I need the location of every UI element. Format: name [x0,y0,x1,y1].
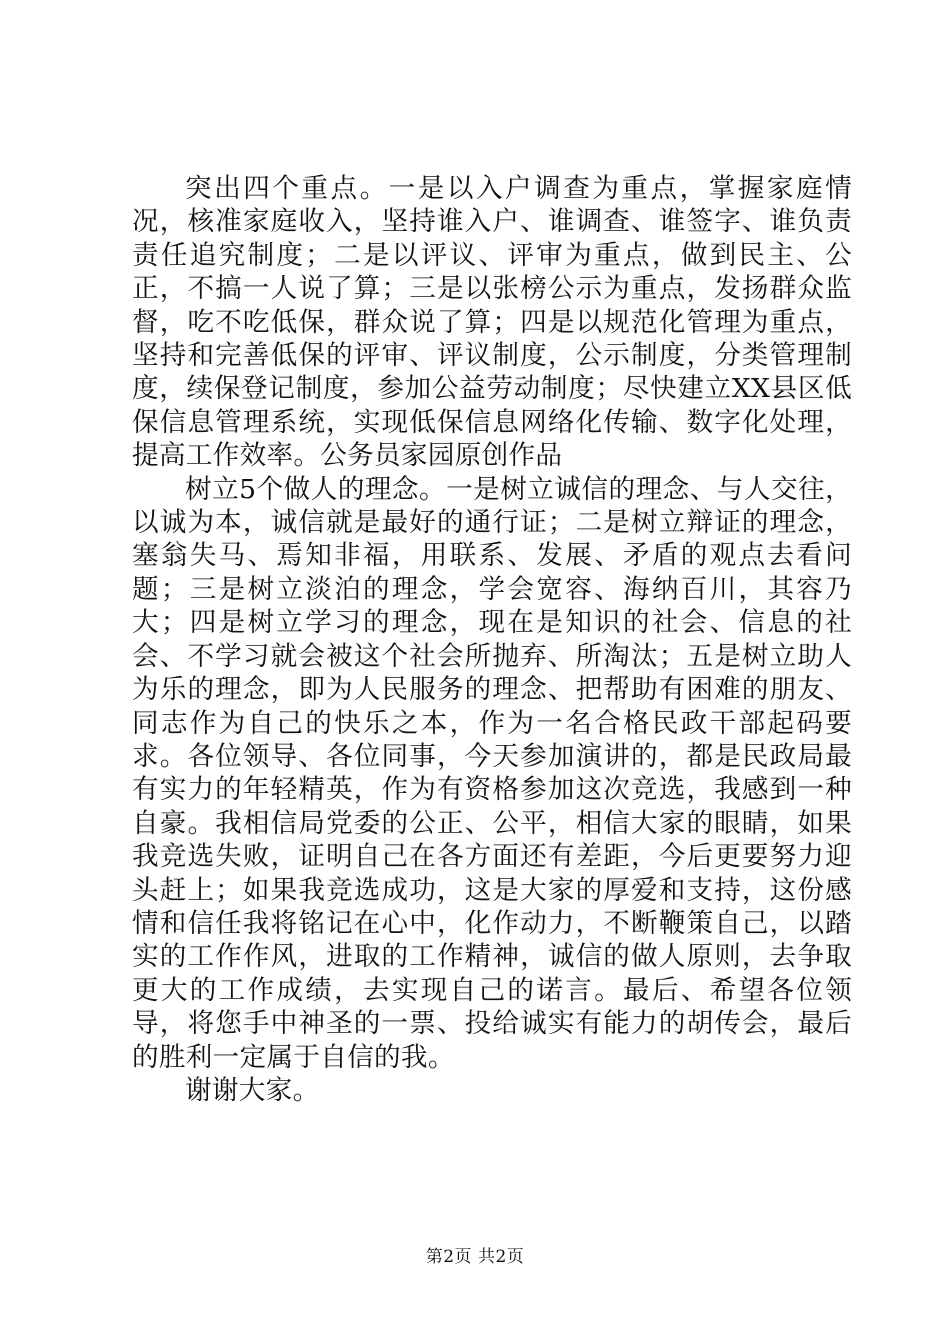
paragraph-life-principles: 树立5个做人的理念。一是树立诚信的理念、与人交往，以诚为本，诚信就是最好的通行证；二是树立辩证的理念，塞翁失马、焉知非福，用联系、发展、矛盾的观点去看问题；三是树立淡泊的理念，学会宽容、海纳百川，其容乃大；四是树立学习的理念，现在是知识的社会、信息的社会、不学习就会被这个社会所抛弃、所淘汰；五是树立助人为乐的理念，即为人民服务的理念、把帮助有困难的朋友、同志作为自己的快乐之本，作为一名合格民政干部起码要求。各位领导、各位同事，今天参加演讲的，都是民政局最有实力的年轻精英，作为有资格参加这次竞选，我感到一种自豪。我相信局党委的公正、公平，相信大家的眼睛，如果我竞选失败，证明自己在各方面还有差距，今后更要努力迎头赶上；如果我竞选成功，这是大家的厚爱和支持，这份感情和信任我将铭记在心中，化作动力，不断鞭策自己，以踏实的工作作风，进取的工作精神，诚信的做人原则，去争取更大的工作成绩，去实现自己的诺言。最后、希望各位领导，将您手中神圣的一票、投给诚实有能力的胡传会，最后的胜利一定属于自信的我。 [132,473,852,1073]
paragraph-closing-thanks: 谢谢大家。 [185,1074,320,1106]
paragraph-key-points: 突出四个重点。一是以入户调查为重点，掌握家庭情况，核准家庭收入，坚持谁入户、谁调查、谁签字、谁负责责任追究制度；二是以评议、评审为重点，做到民主、公正，不搞一人说了算；三是以张榜公示为重点，发扬群众监督，吃不吃低保，群众说了算；四是以规范化管理为重点，坚持和完善低保的评审、评议制度，公示制度，分类管理制度，续保登记制度，参加公益劳动制度；尽快建立XX县区低保信息管理系统，实现低保信息网络化传输、数字化处理，提高工作效率。公务员家园原创作品 [132,173,852,472]
page-number: 第2页 共2页 [425,1247,525,1267]
document-body [132,172,852,1107]
